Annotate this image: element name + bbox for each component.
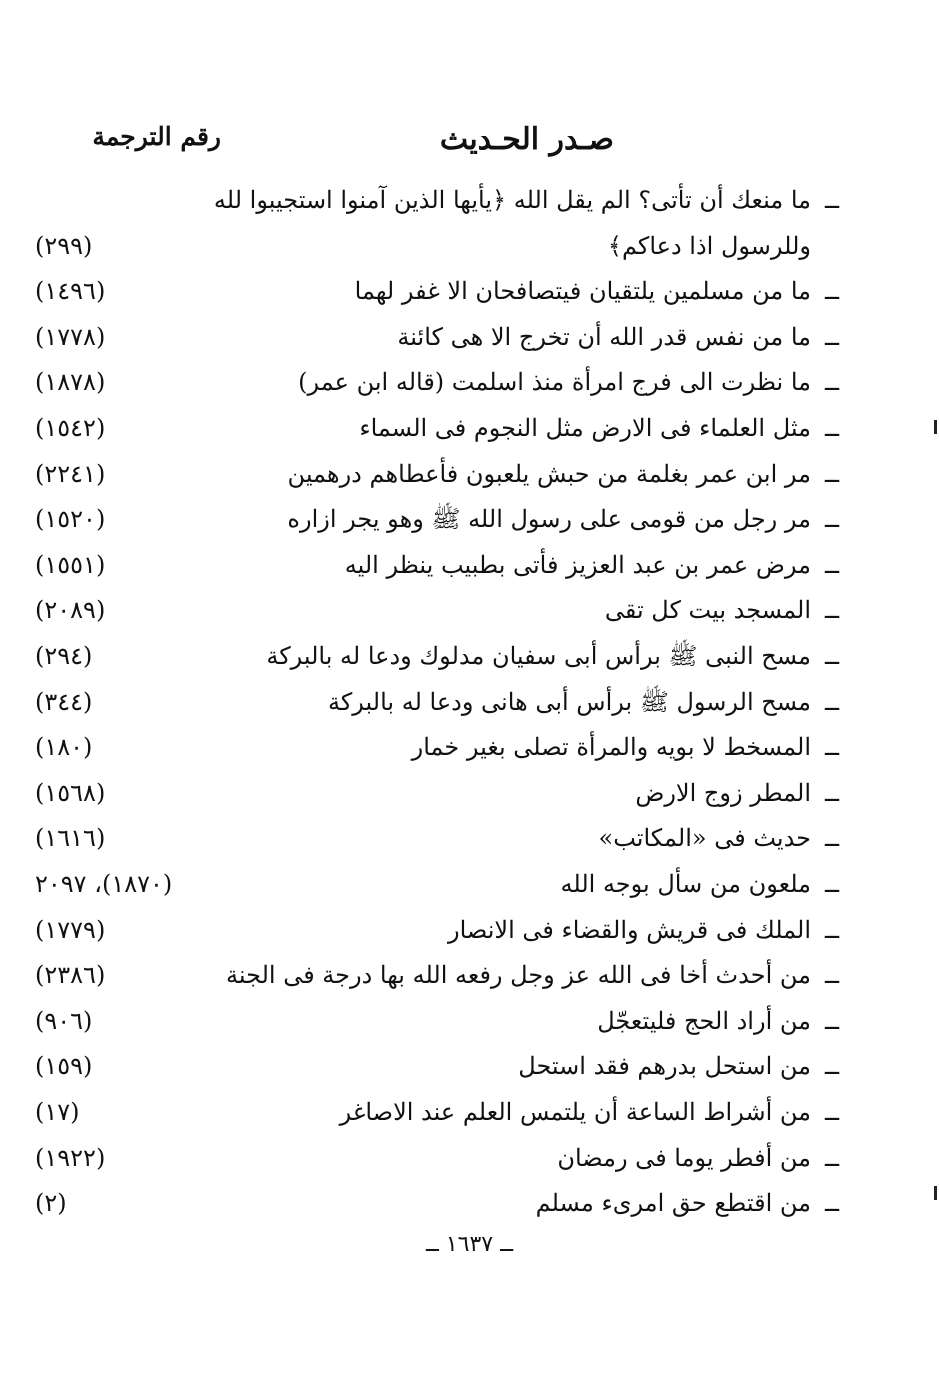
scan-mark xyxy=(934,1186,937,1200)
hadith-text: مر ابن عمر بغلمة من حبش يلعبون فأعطاهم درهمين xyxy=(287,460,811,488)
hadith-text: المسجد بيت كل تقى xyxy=(604,596,811,624)
hadith-text: حديث فى «المكاتب» xyxy=(598,824,811,852)
translation-number: (١٨٧٠)، ٢٠٩٧ xyxy=(35,870,173,898)
translation-number: (٢٩٩) xyxy=(35,232,93,260)
entry-line xyxy=(7,545,847,585)
entry-dash: ــ xyxy=(824,505,840,533)
translation-number: (١٥٩) xyxy=(35,1052,93,1080)
entry-dash: ــ xyxy=(824,961,840,989)
entry-dash: ــ xyxy=(824,1007,840,1035)
translation-number: (٩٠٦) xyxy=(35,1007,93,1035)
translation-number: (١٩٢٢) xyxy=(35,1144,106,1172)
entry-line xyxy=(7,271,847,311)
hadith-text: مر رجل من قومى على رسول الله ﷺ وهو يجر ازاره xyxy=(287,505,811,533)
hadith-text: ملعون من سأل بوجه الله xyxy=(560,870,811,898)
entry-line xyxy=(7,454,847,494)
translation-number: (١٧) xyxy=(35,1098,80,1126)
translation-number: (١٤٩٦) xyxy=(35,277,106,305)
entry-dash: ــ xyxy=(824,824,840,852)
entry-line xyxy=(7,226,847,266)
entry-dash: ــ xyxy=(824,688,840,716)
entry-dash: ــ xyxy=(824,368,840,396)
entry-dash: ــ xyxy=(824,916,840,944)
translation-number: (٣٤٤) xyxy=(35,688,93,716)
translation-number: (٢٣٨٦) xyxy=(35,961,106,989)
hadith-text: من أحدث أخا فى الله عز وجل رفعه الله بها درجة فى الجنة xyxy=(225,961,811,989)
entry-line xyxy=(7,1138,847,1178)
translation-number: (١٥٥١) xyxy=(35,551,106,579)
hadith-text: الملك فى قريش والقضاء فى الانصار xyxy=(448,916,811,944)
entry-dash: ــ xyxy=(824,779,840,807)
entry-line xyxy=(7,636,847,676)
hadith-text: مسح الرسول ﷺ برأس أبى هانى ودعا له بالبركة xyxy=(327,688,811,716)
hadith-text: وللرسول اذا دعاكم﴾ xyxy=(607,232,811,260)
hadith-text: مرض عمر بن عبد العزيز فأتى بطبيب ينظر اليه xyxy=(344,551,811,579)
entry-line xyxy=(7,499,847,539)
entry-dash: ــ xyxy=(824,1144,840,1172)
translation-number: (٢٠٨٩) xyxy=(35,596,106,624)
column-label: رقم الترجمة xyxy=(92,122,221,151)
hadith-text: ما منعك أن تأتى؟ الم يقل الله ﴿يأيها الذين آمنوا استجيبوا لله xyxy=(213,186,811,214)
page-title: صـدر الحـديث xyxy=(439,122,614,157)
entry-line xyxy=(7,1001,847,1041)
hadith-text: من أفطر يوما فى رمضان xyxy=(557,1144,811,1172)
entry-line xyxy=(7,864,847,904)
entry-dash: ــ xyxy=(824,460,840,488)
translation-number: (١٥٤٢) xyxy=(35,414,106,442)
entry-dash: ــ xyxy=(824,870,840,898)
entry-dash: ــ xyxy=(824,642,840,670)
entry-dash: ــ xyxy=(824,414,840,442)
page-number: ــ ١٦٣٧ ــ xyxy=(425,1232,514,1257)
translation-number: (٢) xyxy=(35,1189,67,1217)
entry-dash: ــ xyxy=(824,596,840,624)
scan-mark xyxy=(934,420,937,434)
hadith-text: من أشراط الساعة أن يلتمس العلم عند الاصاغر xyxy=(339,1098,811,1126)
entry-line xyxy=(7,773,847,813)
entry-line xyxy=(7,180,847,220)
translation-number: (١٦١٦) xyxy=(35,824,106,852)
entry-line xyxy=(7,682,847,722)
entry-line xyxy=(7,818,847,858)
entry-dash: ــ xyxy=(824,733,840,761)
entry-dash: ــ xyxy=(824,323,840,351)
entry-line xyxy=(7,910,847,950)
hadith-text: ما نظرت الى فرج امرأة منذ اسلمت (قاله ابن عمر) xyxy=(298,368,811,396)
translation-number: (١٧٧٨) xyxy=(35,323,106,351)
hadith-text: ما من نفس قدر الله أن تخرج الا هى كائنة xyxy=(397,323,811,351)
hadith-text: مسح النبى ﷺ برأس أبى سفيان مدلوك ودعا له بالبركة xyxy=(266,642,811,670)
translation-number: (١٧٧٩) xyxy=(35,916,106,944)
entry-line xyxy=(7,590,847,630)
entry-line xyxy=(7,362,847,402)
hadith-text: من استحل بدرهم فقد استحل xyxy=(518,1052,811,1080)
entry-line xyxy=(7,408,847,448)
hadith-text: من اقتطع حق امرىء مسلم xyxy=(535,1189,811,1217)
translation-number: (١٨٧٨) xyxy=(35,368,106,396)
translation-number: (٢٩٤) xyxy=(35,642,93,670)
entry-line xyxy=(7,317,847,357)
translation-number: (١٨٠) xyxy=(35,733,93,761)
translation-number: (١٥٦٨) xyxy=(35,779,106,807)
hadith-text: ما من مسلمين يلتقيان فيتصافحان الا غفر لهما xyxy=(354,277,811,305)
translation-number: (١٥٢٠) xyxy=(35,505,106,533)
translation-number: (٢٢٤١) xyxy=(35,460,106,488)
hadith-text: مثل العلماء فى الارض مثل النجوم فى السماء xyxy=(359,414,811,442)
entry-dash: ــ xyxy=(824,1098,840,1126)
entry-dash: ــ xyxy=(824,551,840,579)
entry-line xyxy=(7,1183,847,1223)
entry-line xyxy=(7,955,847,995)
entry-line xyxy=(7,727,847,767)
entry-dash: ــ xyxy=(824,186,840,214)
entry-line xyxy=(7,1046,847,1086)
entry-dash: ــ xyxy=(824,1189,840,1217)
entry-line xyxy=(7,1092,847,1132)
entry-dash: ــ xyxy=(824,1052,840,1080)
hadith-text: من أراد الحج فليتعجّل xyxy=(597,1007,811,1035)
hadith-text: المطر زوج الارض xyxy=(635,779,811,807)
hadith-text: المسخط لا بويه والمرأة تصلى بغير خمار xyxy=(411,733,811,761)
entry-dash: ــ xyxy=(824,277,840,305)
